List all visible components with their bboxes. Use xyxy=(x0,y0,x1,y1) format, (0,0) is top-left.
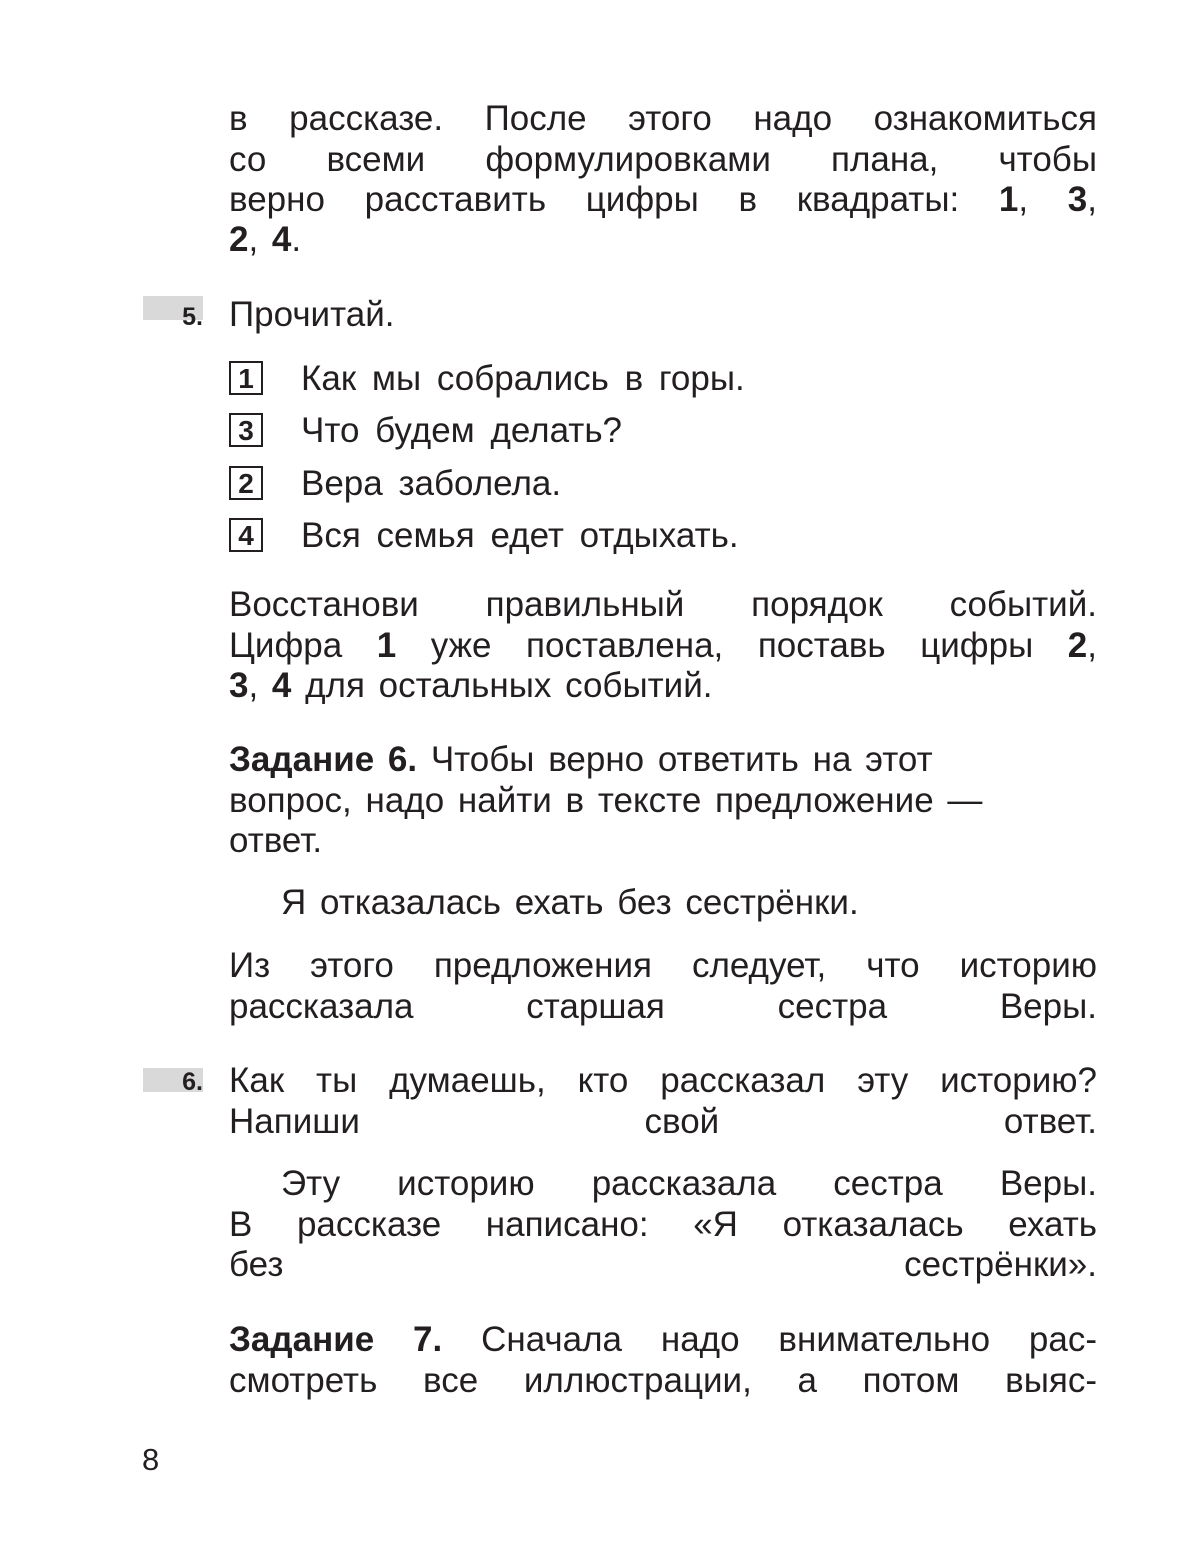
intro-line: со всеми формулировками плана, чтобы xyxy=(229,139,1097,179)
digit: 2 xyxy=(229,220,249,259)
answer-line: Эту историю рассказала сестра Веры. xyxy=(281,1164,1097,1203)
plan-item-text: Вся семья едет отдыхать. xyxy=(301,516,739,555)
plan-number-box: 4 xyxy=(229,518,263,552)
plan-number-box: 1 xyxy=(229,361,263,395)
hint-text: Сначала надо внимательно рас- xyxy=(442,1320,1097,1359)
intro-line: верно расставить цифры в квадраты: xyxy=(229,180,999,219)
plan-item-text: Вера заболела. xyxy=(301,464,562,503)
plan-item-text: Что будем делать? xyxy=(301,411,623,450)
hint-label: Задание 7. xyxy=(229,1320,443,1359)
digit: 4 xyxy=(271,220,292,259)
comma: , xyxy=(248,220,272,259)
comma: , xyxy=(1087,625,1097,665)
page-number: 8 xyxy=(142,1442,160,1477)
hint6-quote: Я отказалась ехать без сестрёнки. xyxy=(281,883,859,922)
intro-last-line xyxy=(229,220,1097,261)
task5-prompt: Прочитай. xyxy=(229,295,395,334)
hint-text: ответ. xyxy=(229,821,323,860)
question-line: Напиши свой ответ. xyxy=(229,1101,1097,1141)
conclusion-line: рассказала старшая сестра Веры. xyxy=(229,986,1097,1026)
hint-label: Задание 6. xyxy=(229,740,418,779)
hint-text: смотреть все иллюстрации, а потом выяс- xyxy=(229,1360,1097,1400)
task5-instructions-end xyxy=(229,666,1097,707)
answer-line: В рассказе написано: «Я отказалась ехать xyxy=(229,1204,1097,1244)
task5-instructions xyxy=(229,585,1097,666)
digit: 2 xyxy=(1067,625,1088,665)
intro-paragraph xyxy=(229,99,1097,221)
intro-line: в рассказе. После этого надо ознакомиться xyxy=(229,99,1097,138)
instruction-text: Цифра xyxy=(229,625,377,665)
digit: 1 xyxy=(376,625,397,665)
digit: 1 xyxy=(998,180,1019,219)
instruction-line: Восстанови правильный порядок событий. xyxy=(229,585,1097,624)
digit: 3 xyxy=(229,666,249,705)
task-number: 6. xyxy=(182,1068,203,1096)
comma: , xyxy=(1087,180,1097,219)
comma: , xyxy=(1018,180,1068,219)
plan-number-box: 2 xyxy=(229,466,263,500)
comma: , xyxy=(248,666,272,705)
period: . xyxy=(291,220,302,259)
instruction-text: для остальных событий. xyxy=(291,666,713,705)
hint7-paragraph xyxy=(229,1320,1097,1401)
hint6-paragraph xyxy=(229,740,1097,862)
task-number: 5. xyxy=(182,303,203,331)
task6-question xyxy=(229,1061,1097,1142)
instruction-text: уже поставлена, поставь цифры xyxy=(396,625,1068,665)
hint-text: Чтобы верно ответить на этот xyxy=(417,740,933,779)
answer-line: без сестрёнки». xyxy=(229,1245,1097,1284)
plan-item-text: Как мы собрались в горы. xyxy=(301,359,745,398)
conclusion-line: Из этого предложения следует, что историю xyxy=(229,946,1097,985)
plan-number-box: 3 xyxy=(229,413,263,447)
question-line: Как ты думаешь, кто рассказал эту историю? xyxy=(229,1061,1097,1100)
digit: 4 xyxy=(271,666,292,705)
hint-text: вопрос, надо найти в тексте предложение — xyxy=(229,780,983,820)
task6-answer xyxy=(229,1164,1097,1286)
hint6-conclusion xyxy=(229,946,1097,1027)
digit: 3 xyxy=(1067,180,1088,219)
